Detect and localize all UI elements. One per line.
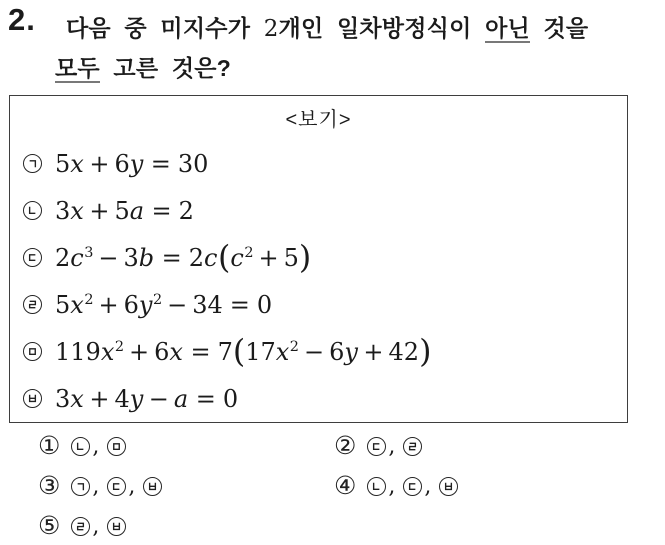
answer-choices <box>38 430 638 542</box>
comma: , <box>92 433 100 459</box>
equation-row-5 <box>23 328 619 375</box>
choice-5 <box>38 510 334 542</box>
choice-4 <box>334 470 638 502</box>
circled-giyeok-marker <box>71 477 90 496</box>
circled-nieun-marker <box>71 437 90 456</box>
circled-mieum-marker <box>107 437 126 456</box>
title-segment-underlined: 아닌 <box>485 15 530 41</box>
title-segment: 개인 일차방정식이 <box>278 15 486 41</box>
circled-digeut-marker <box>107 477 126 496</box>
circled-nieun-marker <box>367 477 386 496</box>
question-title <box>55 9 645 88</box>
equation-text: 3x + 5a = 2 <box>55 196 194 225</box>
circled-bieup-marker <box>107 517 126 536</box>
example-box <box>9 95 628 423</box>
equation-row-3 <box>23 234 619 281</box>
equation-row-4 <box>23 281 619 328</box>
comma: , <box>128 473 136 499</box>
equation-row-6 <box>23 375 619 422</box>
choice-number: ① <box>38 431 61 460</box>
example-box-title: <보기> <box>285 109 352 131</box>
circled-rieul-marker <box>403 437 422 456</box>
comma: , <box>92 473 100 499</box>
choice-markers <box>71 474 162 499</box>
equation-row-1 <box>23 140 619 187</box>
circled-mieum-marker <box>23 342 42 361</box>
comma: , <box>424 473 432 499</box>
circled-digeut-marker <box>367 437 386 456</box>
equation-text: $2c^3 - 3b = 2c(c^2 + 5)$ <box>55 239 312 276</box>
choice-markers <box>71 434 126 459</box>
circled-digeut-marker <box>403 477 422 496</box>
circled-rieul-marker <box>71 517 90 536</box>
choice-markers <box>367 474 458 499</box>
circled-bieup-marker <box>143 477 162 496</box>
title-segment: 2 <box>263 16 279 42</box>
circled-digeut-marker <box>23 248 42 267</box>
equation-list <box>23 140 619 422</box>
circled-giyeok-marker <box>23 154 42 173</box>
choice-markers <box>71 514 126 539</box>
question-number: 2. <box>8 2 36 37</box>
choice-number: ② <box>334 431 357 460</box>
title-segment: 다음 중 미지수가 <box>66 15 264 41</box>
equation-text: $5x^2 + 6y^2 - 34 = 0$ <box>55 290 273 319</box>
circled-nieun-marker <box>23 201 42 220</box>
choice-number: ③ <box>38 471 61 500</box>
title-segment: 고른 것은? <box>99 55 231 81</box>
comma: , <box>388 433 396 459</box>
circled-bieup-marker <box>439 477 458 496</box>
choice-1 <box>38 430 334 462</box>
choice-number: ④ <box>334 471 357 500</box>
choice-2 <box>334 430 638 462</box>
title-segment: 것을 <box>529 15 589 41</box>
question-title-line2 <box>55 49 645 88</box>
question-title-line1 <box>55 9 645 49</box>
equation-text: 3x + 4y − a = 0 <box>55 384 239 413</box>
title-segment-underlined: 모두 <box>55 55 100 81</box>
circled-bieup-marker <box>23 389 42 408</box>
equation-text: $119x^2 + 6x = 7(17x^2 - 6y + 42)$ <box>55 333 432 370</box>
choice-number: ⑤ <box>38 511 61 540</box>
choice-markers <box>367 434 422 459</box>
circled-rieul-marker <box>23 295 42 314</box>
comma: , <box>388 473 396 499</box>
equation-text: 5x + 6y = 30 <box>55 149 209 178</box>
comma: , <box>92 513 100 539</box>
choice-3 <box>38 470 334 502</box>
equation-row-2 <box>23 187 619 234</box>
